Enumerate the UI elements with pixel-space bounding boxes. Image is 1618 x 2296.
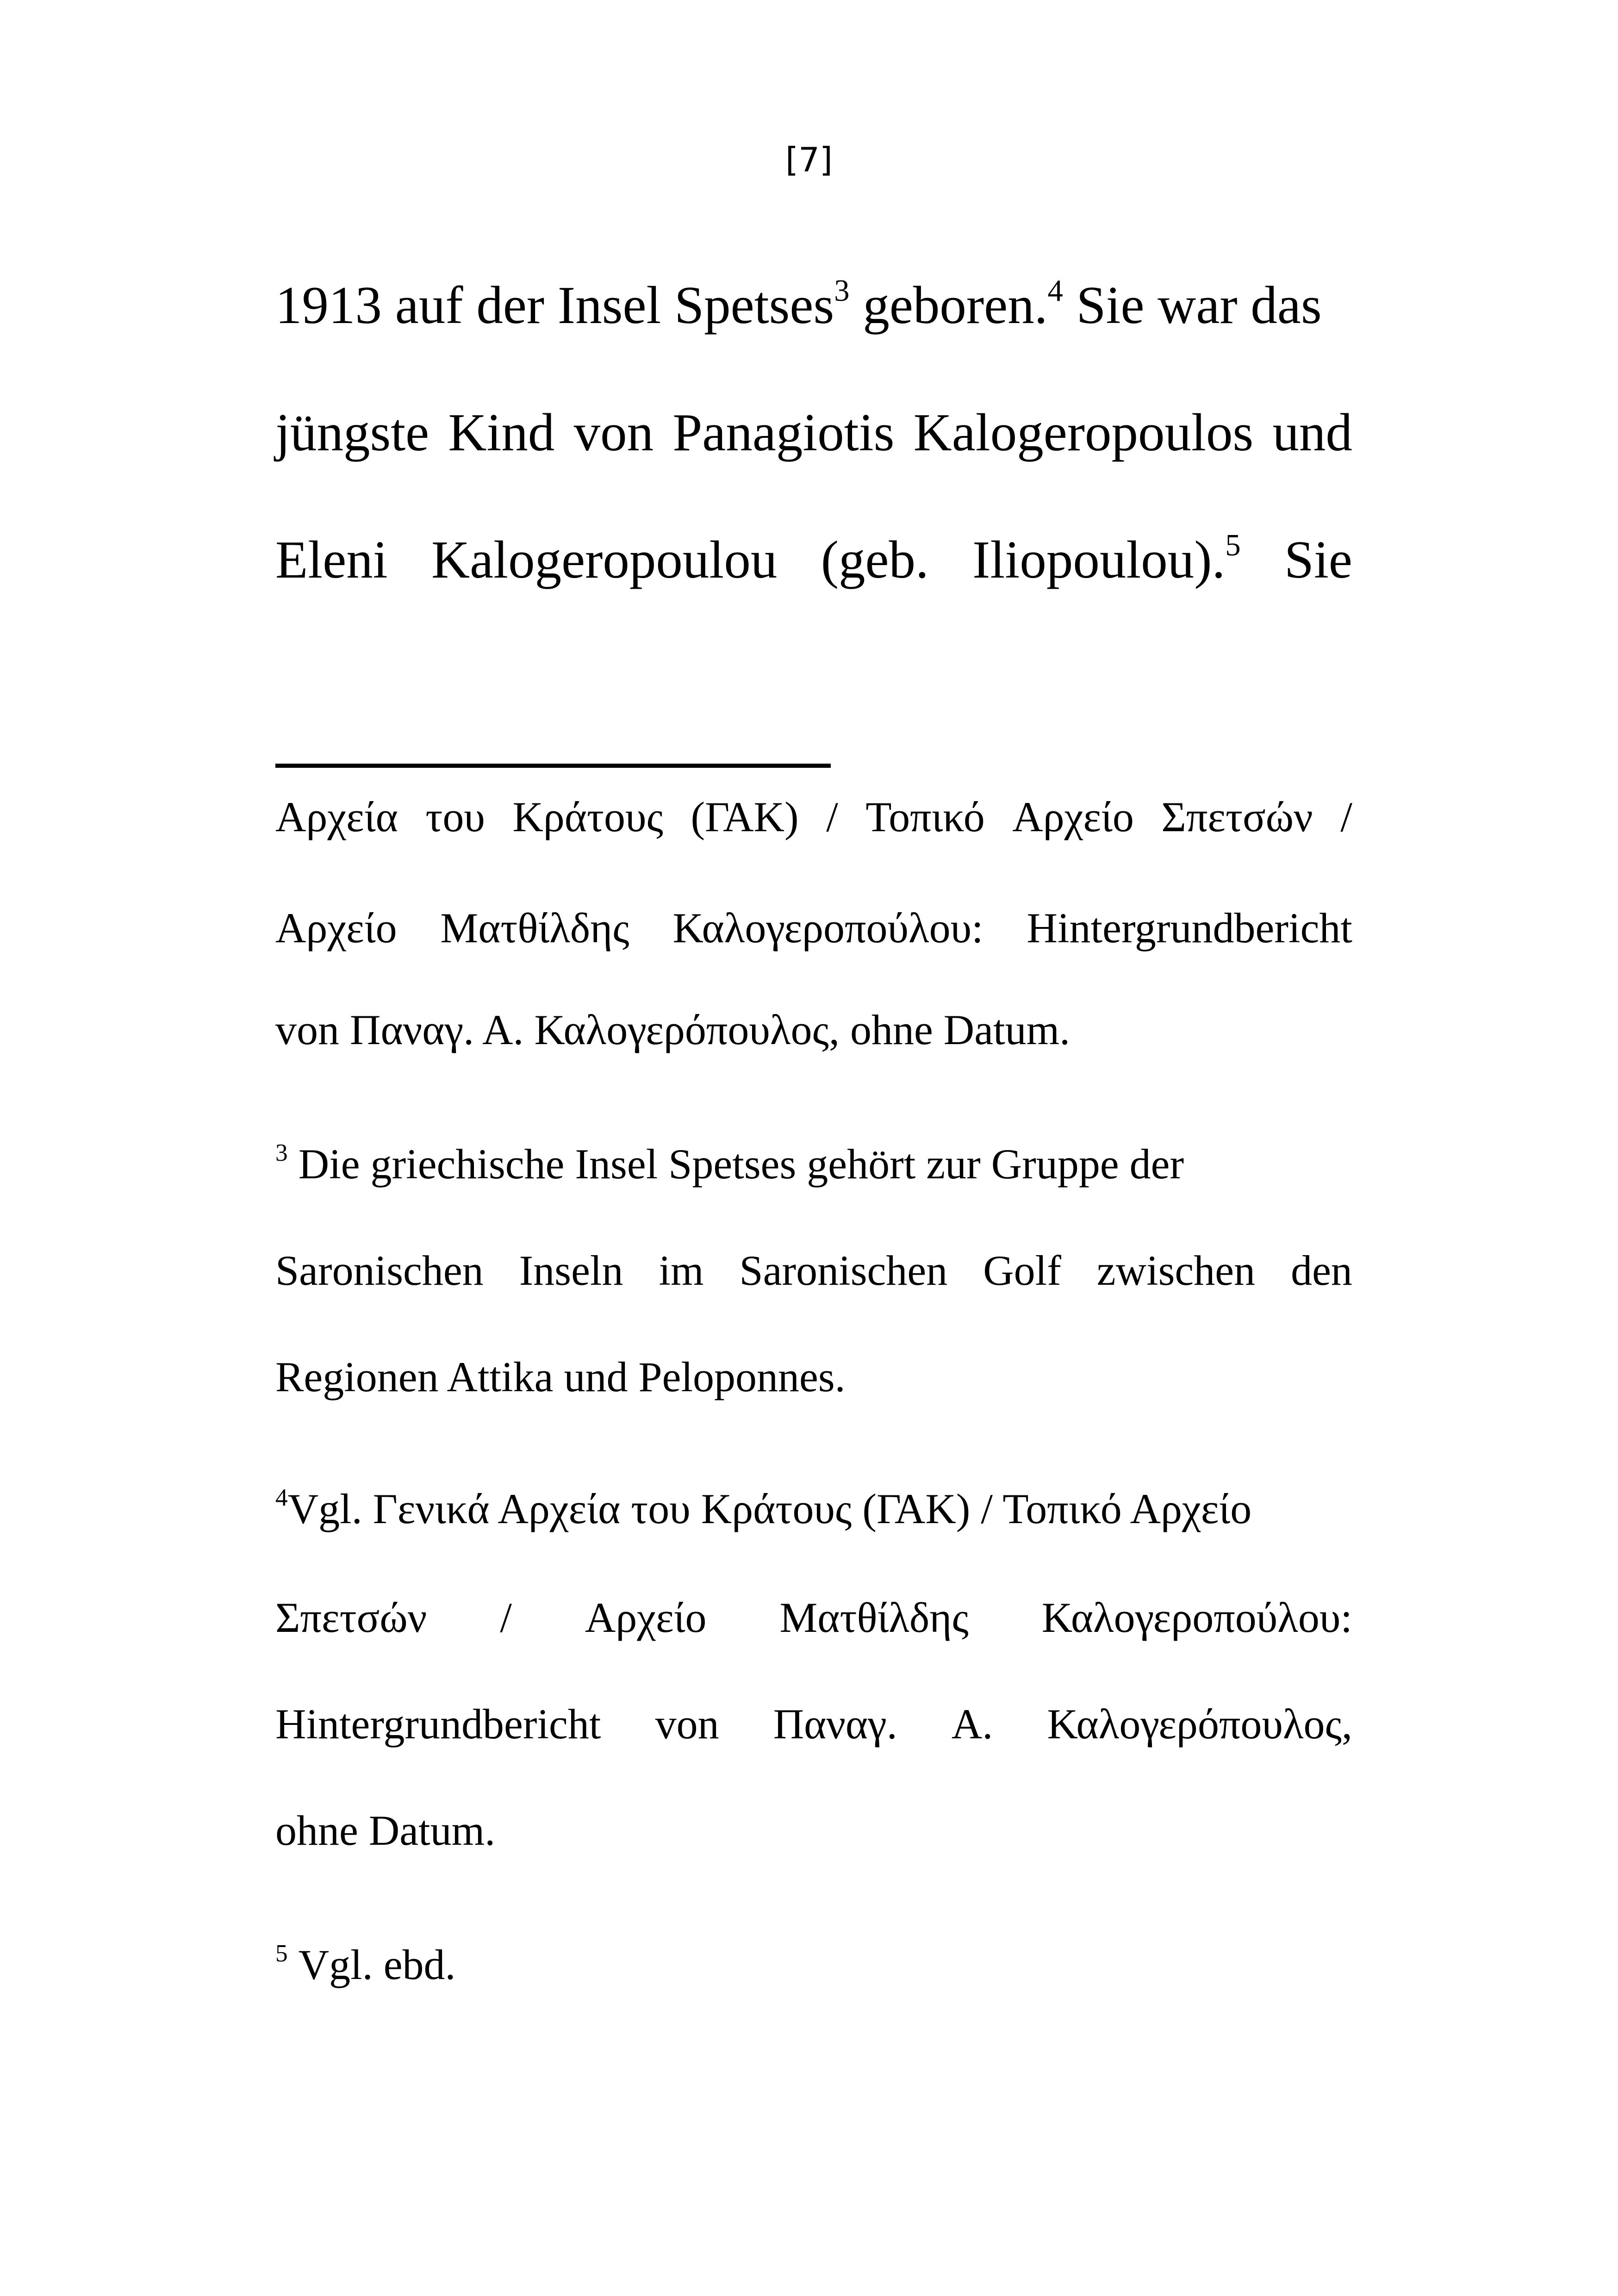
footnote-3-line-2 bbox=[275, 1243, 1352, 1298]
word: Hintergrundbericht bbox=[275, 1700, 601, 1748]
word: Panagiotis bbox=[672, 403, 895, 462]
body-word: Eleni bbox=[275, 530, 388, 589]
word: / bbox=[1340, 793, 1352, 840]
word: (ΓΑΚ) bbox=[691, 793, 799, 840]
word: den bbox=[1291, 1247, 1352, 1294]
footnote-ref-5[interactable]: 5 bbox=[1225, 528, 1241, 562]
word: Σπετσών bbox=[275, 1594, 427, 1641]
body-line-2 bbox=[275, 400, 1352, 465]
word: im bbox=[659, 1247, 704, 1294]
body-line-1 bbox=[275, 273, 1352, 338]
footnote-4-line-1: $^4$Vgl. Γενικά Αρχεία του Κράτους (ΓΑΚ) / Τοπικό Αρχείο bbox=[275, 1483, 1252, 1532]
word: Inseln bbox=[519, 1247, 623, 1294]
word: Golf bbox=[983, 1247, 1061, 1294]
footnote-5-marker: 5 bbox=[275, 1939, 288, 1967]
word: Τοπικό bbox=[865, 793, 985, 840]
word: Σπετσών bbox=[1161, 793, 1313, 840]
word: und bbox=[1272, 403, 1352, 462]
word: / bbox=[500, 1594, 512, 1641]
word: Kind bbox=[448, 403, 555, 462]
body-segment: 1913 auf der Insel Spetses$^3$ geboren.$^4$ Sie war das bbox=[275, 274, 1322, 335]
body-word: Sie bbox=[1284, 530, 1352, 589]
word: Αρχείο bbox=[585, 1594, 707, 1641]
word: Saronischen bbox=[275, 1247, 484, 1294]
footnote-4-line-4: ohne Datum. bbox=[275, 1807, 496, 1854]
footnote-ref-3[interactable]: 3 bbox=[834, 274, 850, 308]
footnote-4-line-3 bbox=[275, 1696, 1352, 1752]
body-line-3 bbox=[275, 528, 1352, 592]
footnote-ref-4[interactable]: 4 bbox=[1047, 274, 1063, 308]
footnote-2-line-1 bbox=[275, 789, 1352, 845]
word: von bbox=[573, 403, 654, 462]
word: jüngste bbox=[275, 403, 429, 462]
word: Ματθίλδης bbox=[440, 904, 629, 952]
body-word: Iliopoulou).$^5$ bbox=[972, 528, 1241, 589]
word: / bbox=[826, 793, 838, 840]
word: Καλογεροπούλου: bbox=[1041, 1594, 1352, 1641]
word: Kalogeropoulos bbox=[913, 403, 1254, 462]
body-word: Kalogeropoulou bbox=[431, 530, 778, 589]
footnote-2-line-3: von Παναγ. Α. Καλογερόπουλος, ohne Datum. bbox=[275, 1006, 1070, 1053]
footnote-2-line-2 bbox=[275, 900, 1352, 956]
footnote-4-marker: 4 bbox=[275, 1483, 288, 1511]
footnote-3-line-1: $^3$ Die griechische Insel Spetses gehört zur Gruppe der bbox=[275, 1138, 1184, 1188]
word: Αρχεία bbox=[275, 793, 398, 840]
footnote-3-line-3: Regionen Attika und Peloponnes. bbox=[275, 1353, 846, 1400]
word: zwischen bbox=[1096, 1247, 1256, 1294]
word: Saronischen bbox=[739, 1247, 948, 1294]
page-number: [7] bbox=[785, 140, 833, 179]
footnote-4-line-2 bbox=[275, 1590, 1352, 1645]
word: Κράτους bbox=[512, 793, 663, 840]
word: Ματθίλδης bbox=[779, 1594, 969, 1641]
word: του bbox=[425, 793, 485, 840]
word: Hintergrundbericht bbox=[1027, 904, 1352, 952]
word: Αρχείο bbox=[275, 904, 397, 952]
footnote-3-marker: 3 bbox=[275, 1138, 288, 1166]
word: Α. bbox=[951, 1700, 993, 1748]
word: von bbox=[655, 1700, 719, 1748]
footnote-5-line-1: $^5$ Vgl. ebd. bbox=[275, 1939, 456, 1988]
word: Παναγ. bbox=[773, 1700, 897, 1748]
word: Αρχείο bbox=[1012, 793, 1134, 840]
word: Καλογεροπούλου: bbox=[672, 904, 983, 952]
footnote-separator bbox=[275, 764, 831, 768]
word: Καλογερόπουλος, bbox=[1047, 1700, 1352, 1748]
body-word: (geb. bbox=[821, 530, 929, 589]
